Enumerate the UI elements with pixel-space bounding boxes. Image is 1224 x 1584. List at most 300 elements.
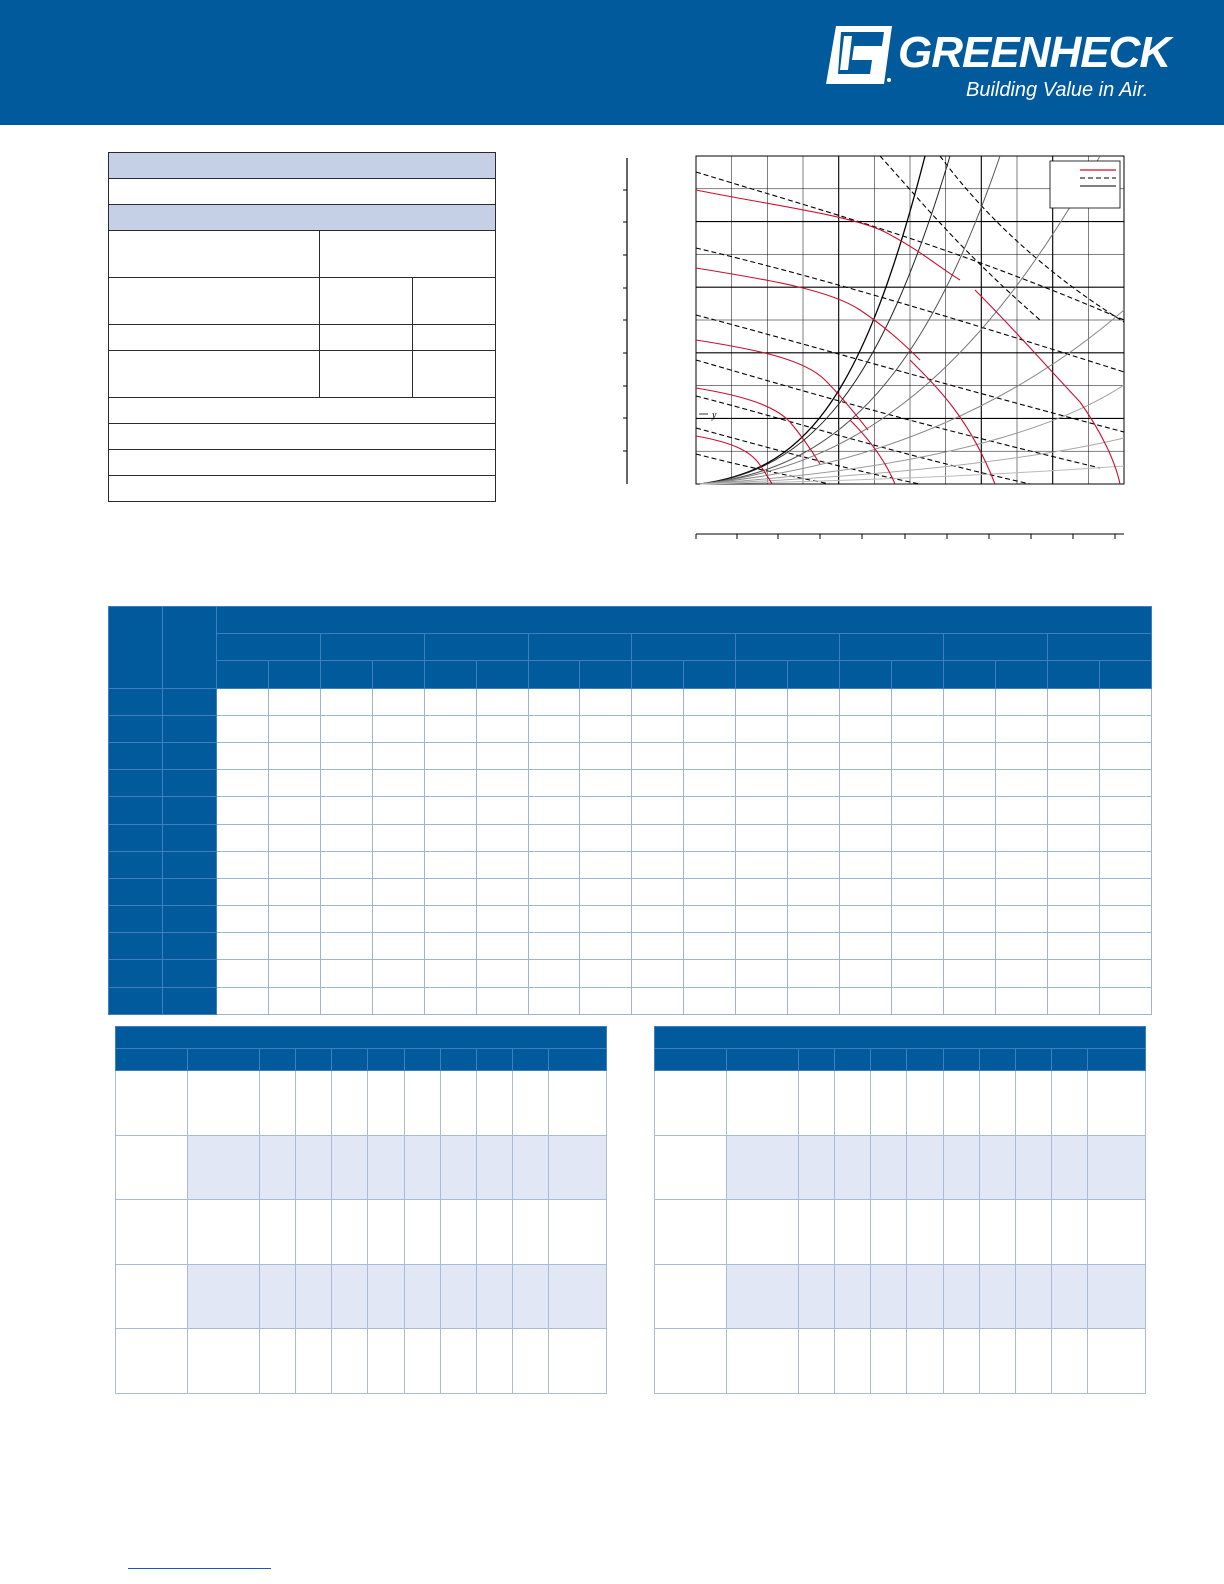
col-header xyxy=(162,607,216,689)
data-cell xyxy=(476,1135,512,1200)
data-cell xyxy=(995,715,1047,742)
sound-table-right xyxy=(654,1026,1146,1394)
data-cell xyxy=(684,797,736,824)
table-row xyxy=(109,688,1152,715)
greenheck-logo-icon xyxy=(826,26,892,84)
col-header xyxy=(188,1049,260,1071)
table-row xyxy=(109,960,1152,987)
data-cell xyxy=(943,1071,979,1136)
row-label-cell xyxy=(109,960,163,987)
data-cell xyxy=(424,824,476,851)
col-header xyxy=(368,1049,404,1071)
data-cell xyxy=(1047,933,1099,960)
data-cell xyxy=(548,1135,606,1200)
sound-table-body xyxy=(116,1049,607,1394)
sp-header xyxy=(944,634,1048,661)
data-cell xyxy=(736,878,788,905)
data-cell xyxy=(216,906,268,933)
data-cell xyxy=(404,1071,440,1136)
sound-table-title xyxy=(116,1027,607,1049)
col-header xyxy=(943,1049,979,1071)
table-row xyxy=(116,1200,607,1265)
row-label-cell xyxy=(109,797,163,824)
data-cell xyxy=(1051,1329,1087,1394)
secondary-x-axis xyxy=(696,534,1124,539)
data-cell xyxy=(580,688,632,715)
data-cell xyxy=(736,933,788,960)
data-cell xyxy=(476,851,528,878)
row-label-cell xyxy=(162,797,216,824)
data-cell xyxy=(907,1071,943,1136)
data-cell xyxy=(799,1135,835,1200)
data-cell xyxy=(944,906,996,933)
data-cell xyxy=(512,1200,548,1265)
data-cell xyxy=(372,797,424,824)
data-cell xyxy=(268,906,320,933)
data-cell xyxy=(548,1200,606,1265)
data-cell xyxy=(440,1135,476,1200)
data-cell xyxy=(320,906,372,933)
col-header xyxy=(1087,1049,1145,1071)
data-cell xyxy=(424,742,476,769)
data-cell xyxy=(188,1329,260,1394)
data-cell xyxy=(684,960,736,987)
col-header xyxy=(116,1049,188,1071)
data-cell xyxy=(512,1135,548,1200)
data-cell xyxy=(799,1264,835,1329)
data-cell xyxy=(1099,715,1151,742)
data-cell xyxy=(788,933,840,960)
data-cell xyxy=(655,1329,727,1394)
data-cell xyxy=(840,906,892,933)
row-label-cell xyxy=(162,688,216,715)
data-cell xyxy=(332,1135,368,1200)
data-cell xyxy=(1051,1200,1087,1265)
data-cell xyxy=(1051,1135,1087,1200)
row-label-cell xyxy=(109,824,163,851)
spec-cell xyxy=(413,325,496,351)
data-cell xyxy=(512,1329,548,1394)
data-cell xyxy=(260,1329,296,1394)
data-cell xyxy=(1099,688,1151,715)
data-cell xyxy=(995,851,1047,878)
data-cell xyxy=(268,742,320,769)
annotation-y: y xyxy=(712,410,717,421)
data-cell xyxy=(892,933,944,960)
data-cell xyxy=(892,824,944,851)
data-cell xyxy=(840,933,892,960)
data-cell xyxy=(268,688,320,715)
data-cell xyxy=(116,1264,188,1329)
data-cell xyxy=(216,960,268,987)
data-cell xyxy=(944,797,996,824)
row-label-cell xyxy=(109,742,163,769)
data-cell xyxy=(424,960,476,987)
data-cell xyxy=(684,878,736,905)
data-cell xyxy=(1099,851,1151,878)
data-cell xyxy=(995,797,1047,824)
data-cell xyxy=(1015,1264,1051,1329)
data-cell xyxy=(528,824,580,851)
data-cell xyxy=(440,1071,476,1136)
data-cell xyxy=(424,797,476,824)
data-cell xyxy=(944,878,996,905)
data-cell xyxy=(424,688,476,715)
data-cell xyxy=(440,1264,476,1329)
col-header xyxy=(332,1049,368,1071)
data-cell xyxy=(372,824,424,851)
table-row xyxy=(109,770,1152,797)
data-cell xyxy=(580,878,632,905)
data-cell xyxy=(835,1200,871,1265)
data-cell xyxy=(320,742,372,769)
data-cell xyxy=(216,797,268,824)
data-cell xyxy=(632,688,684,715)
sp-header xyxy=(424,634,528,661)
data-cell xyxy=(1087,1071,1145,1136)
col-header xyxy=(907,1049,943,1071)
row-label-cell xyxy=(162,742,216,769)
col-header xyxy=(727,1049,799,1071)
data-cell xyxy=(979,1135,1015,1200)
data-cell xyxy=(907,1135,943,1200)
data-cell xyxy=(404,1200,440,1265)
spec-cell xyxy=(109,231,320,278)
data-cell xyxy=(943,1200,979,1265)
data-cell xyxy=(835,1071,871,1136)
data-cell xyxy=(632,906,684,933)
data-cell xyxy=(528,960,580,987)
data-cell xyxy=(995,906,1047,933)
data-cell xyxy=(368,1329,404,1394)
sp-header xyxy=(320,634,424,661)
data-cell xyxy=(528,715,580,742)
data-cell xyxy=(188,1264,260,1329)
data-cell xyxy=(727,1200,799,1265)
data-cell xyxy=(995,824,1047,851)
sub-header xyxy=(1047,661,1099,688)
data-cell xyxy=(268,933,320,960)
data-cell xyxy=(268,715,320,742)
data-cell xyxy=(995,770,1047,797)
row-label-cell xyxy=(109,933,163,960)
data-cell xyxy=(216,770,268,797)
data-cell xyxy=(655,1135,727,1200)
data-cell xyxy=(995,878,1047,905)
data-cell xyxy=(260,1264,296,1329)
data-cell xyxy=(528,987,580,1014)
data-cell xyxy=(1087,1200,1145,1265)
sub-header xyxy=(216,661,268,688)
data-cell xyxy=(476,824,528,851)
table-row xyxy=(116,1264,607,1329)
page-header xyxy=(0,0,1224,125)
data-cell xyxy=(424,851,476,878)
data-cell xyxy=(788,824,840,851)
row-label-cell xyxy=(109,851,163,878)
data-cell xyxy=(580,906,632,933)
data-cell xyxy=(368,1071,404,1136)
col-header xyxy=(979,1049,1015,1071)
spec-cell xyxy=(109,179,496,205)
col-header xyxy=(404,1049,440,1071)
col-header xyxy=(1015,1049,1051,1071)
data-cell xyxy=(684,824,736,851)
data-cell xyxy=(580,742,632,769)
data-cell xyxy=(1047,797,1099,824)
data-cell xyxy=(116,1329,188,1394)
row-label-cell xyxy=(162,933,216,960)
data-cell xyxy=(268,770,320,797)
data-cell xyxy=(580,933,632,960)
data-cell xyxy=(260,1135,296,1200)
data-cell xyxy=(788,851,840,878)
data-cell xyxy=(892,715,944,742)
data-cell xyxy=(440,1329,476,1394)
data-cell xyxy=(528,797,580,824)
data-cell xyxy=(1047,770,1099,797)
data-cell xyxy=(1015,1135,1051,1200)
spec-cell xyxy=(413,351,496,398)
sub-header xyxy=(995,661,1047,688)
data-cell xyxy=(736,797,788,824)
data-cell xyxy=(788,715,840,742)
data-cell xyxy=(404,1329,440,1394)
data-cell xyxy=(372,715,424,742)
data-cell xyxy=(944,715,996,742)
table-row xyxy=(655,1071,1146,1136)
row-label-cell xyxy=(109,715,163,742)
data-cell xyxy=(372,878,424,905)
data-cell xyxy=(548,1071,606,1136)
data-cell xyxy=(372,688,424,715)
spec-cell xyxy=(320,278,413,325)
data-cell xyxy=(1099,770,1151,797)
data-cell xyxy=(788,987,840,1014)
sub-header xyxy=(736,661,788,688)
data-cell xyxy=(799,1200,835,1265)
data-cell xyxy=(216,824,268,851)
data-cell xyxy=(268,987,320,1014)
data-cell xyxy=(424,770,476,797)
spec-cell xyxy=(109,278,320,325)
data-cell xyxy=(372,906,424,933)
data-cell xyxy=(580,770,632,797)
data-cell xyxy=(727,1264,799,1329)
sub-header xyxy=(476,661,528,688)
data-cell xyxy=(528,933,580,960)
col-header xyxy=(512,1049,548,1071)
data-cell xyxy=(372,851,424,878)
data-cell xyxy=(320,987,372,1014)
sp-header xyxy=(632,634,736,661)
data-cell xyxy=(892,987,944,1014)
brand-tagline: Building Value in Air. xyxy=(966,79,1149,101)
col-header xyxy=(260,1049,296,1071)
data-cell xyxy=(871,1071,907,1136)
sub-header xyxy=(580,661,632,688)
data-cell xyxy=(655,1200,727,1265)
data-cell xyxy=(632,933,684,960)
data-cell xyxy=(788,878,840,905)
data-cell xyxy=(632,824,684,851)
data-cell xyxy=(684,770,736,797)
data-cell xyxy=(528,770,580,797)
spec-cell xyxy=(320,351,413,398)
data-cell xyxy=(188,1200,260,1265)
sound-table-left xyxy=(115,1026,607,1394)
performance-table xyxy=(108,606,1152,1015)
data-cell xyxy=(1047,878,1099,905)
data-cell xyxy=(216,851,268,878)
row-label-cell xyxy=(109,770,163,797)
data-cell xyxy=(296,1200,332,1265)
sub-header xyxy=(268,661,320,688)
sub-header xyxy=(1099,661,1151,688)
data-cell xyxy=(632,960,684,987)
data-cell xyxy=(476,933,528,960)
data-cell xyxy=(655,1071,727,1136)
data-cell xyxy=(1087,1264,1145,1329)
col-header xyxy=(109,607,163,689)
data-cell xyxy=(424,878,476,905)
data-cell xyxy=(788,906,840,933)
data-cell xyxy=(944,960,996,987)
data-cell xyxy=(907,1264,943,1329)
performance-chart xyxy=(620,150,1140,550)
data-cell xyxy=(424,715,476,742)
data-cell xyxy=(892,770,944,797)
spec-cell xyxy=(109,398,496,424)
data-cell xyxy=(296,1329,332,1394)
data-cell xyxy=(944,987,996,1014)
data-cell xyxy=(440,1200,476,1265)
data-cell xyxy=(1015,1071,1051,1136)
data-cell xyxy=(368,1200,404,1265)
data-cell xyxy=(476,1329,512,1394)
data-cell xyxy=(1047,824,1099,851)
data-cell xyxy=(372,742,424,769)
table-row xyxy=(109,987,1152,1014)
data-cell xyxy=(907,1200,943,1265)
row-label-cell xyxy=(109,878,163,905)
data-cell xyxy=(476,1200,512,1265)
data-cell xyxy=(528,878,580,905)
table-row xyxy=(109,824,1152,851)
data-cell xyxy=(320,824,372,851)
data-cell xyxy=(372,770,424,797)
data-cell xyxy=(116,1135,188,1200)
sub-header xyxy=(632,661,684,688)
table-row xyxy=(655,1049,1146,1071)
col-header xyxy=(476,1049,512,1071)
data-cell xyxy=(684,987,736,1014)
data-cell xyxy=(944,770,996,797)
footer-link[interactable] xyxy=(128,1568,271,1569)
sub-header xyxy=(424,661,476,688)
row-label-cell xyxy=(162,878,216,905)
data-cell xyxy=(268,878,320,905)
data-cell xyxy=(995,960,1047,987)
data-cell xyxy=(368,1135,404,1200)
data-cell xyxy=(736,906,788,933)
data-cell xyxy=(943,1135,979,1200)
data-cell xyxy=(840,797,892,824)
row-label-cell xyxy=(162,824,216,851)
series-fan-curves xyxy=(696,190,1120,484)
col-header xyxy=(871,1049,907,1071)
data-cell xyxy=(835,1264,871,1329)
row-label-cell xyxy=(109,987,163,1014)
data-cell xyxy=(840,851,892,878)
data-cell xyxy=(684,742,736,769)
data-cell xyxy=(835,1329,871,1394)
data-cell xyxy=(1099,987,1151,1014)
row-label-cell xyxy=(162,987,216,1014)
data-cell xyxy=(528,906,580,933)
data-cell xyxy=(871,1329,907,1394)
data-cell xyxy=(260,1200,296,1265)
data-cell xyxy=(512,1264,548,1329)
data-cell xyxy=(892,878,944,905)
data-cell xyxy=(528,688,580,715)
data-cell xyxy=(788,742,840,769)
data-cell xyxy=(727,1071,799,1136)
data-cell xyxy=(268,797,320,824)
sound-table-title xyxy=(655,1027,1146,1049)
data-cell xyxy=(424,933,476,960)
sp-header xyxy=(528,634,632,661)
spec-cell xyxy=(109,325,320,351)
data-cell xyxy=(476,960,528,987)
data-cell xyxy=(632,715,684,742)
data-cell xyxy=(944,688,996,715)
brand-name: GREENHECK xyxy=(898,28,1171,77)
data-cell xyxy=(907,1329,943,1394)
data-cell xyxy=(1047,960,1099,987)
data-cell xyxy=(840,742,892,769)
spec-cell xyxy=(109,450,496,476)
data-cell xyxy=(1099,742,1151,769)
data-cell xyxy=(788,770,840,797)
data-cell xyxy=(320,770,372,797)
data-cell xyxy=(404,1264,440,1329)
row-label-cell xyxy=(162,715,216,742)
data-cell xyxy=(1099,906,1151,933)
data-cell xyxy=(476,715,528,742)
col-header xyxy=(296,1049,332,1071)
spec-table xyxy=(108,152,496,502)
data-cell xyxy=(332,1200,368,1265)
data-cell xyxy=(372,987,424,1014)
data-cell xyxy=(840,987,892,1014)
data-cell xyxy=(476,906,528,933)
sub-header xyxy=(788,661,840,688)
sp-header xyxy=(216,634,320,661)
data-cell xyxy=(736,742,788,769)
data-cell xyxy=(871,1200,907,1265)
data-cell xyxy=(476,797,528,824)
data-cell xyxy=(840,878,892,905)
data-cell xyxy=(216,878,268,905)
col-header xyxy=(440,1049,476,1071)
data-cell xyxy=(332,1264,368,1329)
table-row xyxy=(109,715,1152,742)
data-cell xyxy=(979,1071,1015,1136)
data-cell xyxy=(727,1135,799,1200)
col-header xyxy=(1051,1049,1087,1071)
data-cell xyxy=(840,960,892,987)
